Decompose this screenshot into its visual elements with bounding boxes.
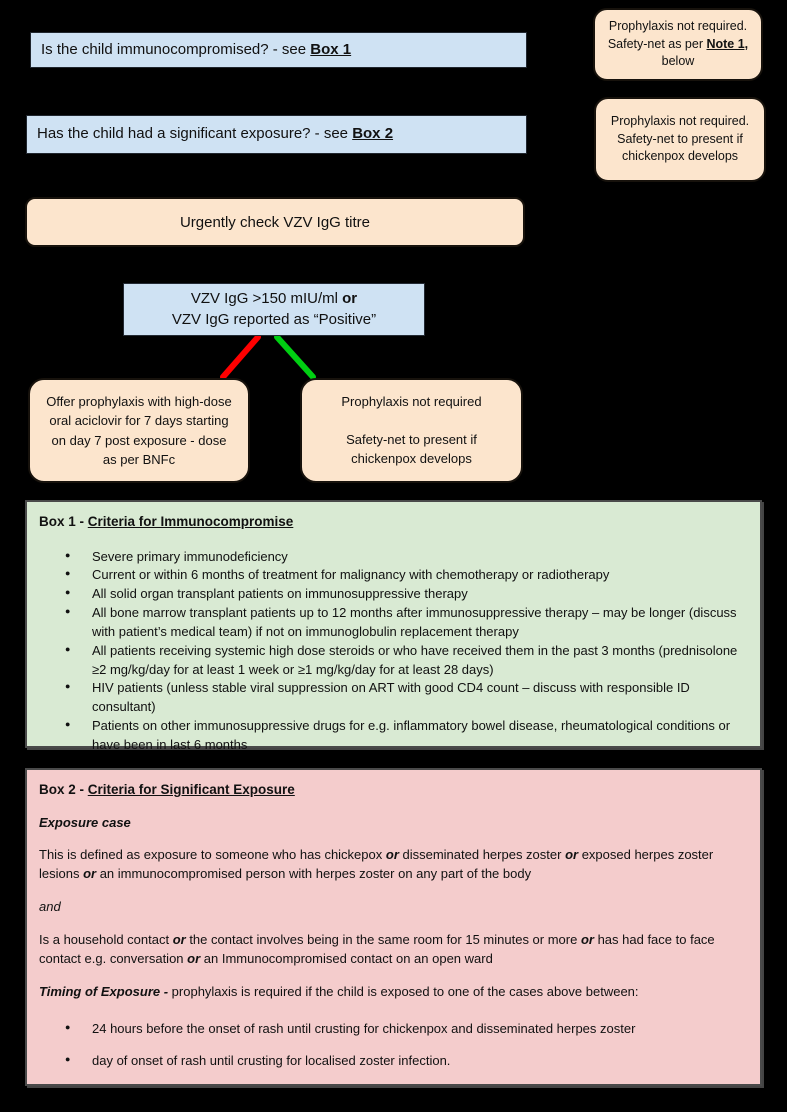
vzv-igg-decision-box xyxy=(123,283,425,336)
text-segment: exposed herpes zoster lesions xyxy=(39,847,714,882)
box2-bullet-text: 24 hours before the onset of rash until crusting for chickenpox and disseminated herpes zoster xyxy=(92,1021,636,1037)
list-item xyxy=(39,1052,748,1071)
or-emphasis: or xyxy=(187,950,201,966)
or-emphasis: or xyxy=(385,847,399,863)
vzv-line1-text: VZV IgG >150 mIU/ml xyxy=(190,290,343,308)
question-immunocompromised-text xyxy=(41,41,351,60)
box2-paragraph-definition xyxy=(39,846,748,884)
note1-reference-link: Note 1, xyxy=(706,36,749,51)
question-immunocompromised-box xyxy=(30,32,527,68)
box1-bullet-text: Current or within 6 months of treatment for malignancy with chemotherapy or radiotherapy xyxy=(92,567,610,583)
text-segment: disseminated herpes zoster xyxy=(398,847,566,863)
box2-title-underlined: Criteria for Significant Exposure xyxy=(87,782,295,797)
question-text: Has the child had a significant exposure? - see xyxy=(37,125,353,143)
box1-title-underlined: Criteria for Immunocompromise xyxy=(87,514,294,529)
result-offer-prophylaxis-box xyxy=(28,378,250,483)
urgent-check-vzv-box xyxy=(25,197,525,247)
box1-title-prefix: Box 1 - xyxy=(39,514,88,529)
box2-title-prefix: Box 2 - xyxy=(39,782,88,797)
note1-prophylaxis-not-required-box xyxy=(593,8,763,81)
box1-bullet-text: HIV patients (unless stable viral suppression on ART with good CD4 count – discuss with responsible ID consultant) xyxy=(92,680,690,715)
note1-post: below xyxy=(661,54,695,69)
list-item xyxy=(39,1020,748,1039)
vzv-line2-text: VZV IgG reported as “Positive” xyxy=(171,310,377,328)
list-item xyxy=(39,717,748,755)
box2-criteria-significant-exposure xyxy=(25,768,762,1086)
box1-bullet-list xyxy=(39,548,748,755)
text-segment: the contact involves being in the same room for 15 minutes or more xyxy=(185,931,581,947)
question-significant-exposure-box xyxy=(26,115,527,154)
list-item xyxy=(39,679,748,717)
box1-reference-link: Box 1 xyxy=(310,40,352,58)
note2-text: Prophylaxis not required. Safety-net to present if chickenpox develops xyxy=(610,113,750,164)
or-emphasis: or xyxy=(580,931,594,947)
result-safety-net-line2: Safety-net to present if chickenpox develops xyxy=(346,431,477,467)
box2-and-conjunction: and xyxy=(39,899,61,915)
text-segment: This is defined as exposure to someone who has chickepox xyxy=(39,847,386,863)
list-item xyxy=(39,604,748,642)
box2-bullet-list xyxy=(39,1020,748,1071)
list-item xyxy=(39,566,748,585)
result-no-prophylaxis-line1: Prophylaxis not required xyxy=(341,394,482,410)
list-item xyxy=(39,642,748,680)
text-segment: has had face to face contact e.g. conversation xyxy=(39,931,715,966)
note1-pre: Prophylaxis not required. Safety-net as per xyxy=(607,18,748,51)
text-segment: Is a household contact xyxy=(39,931,173,947)
result-offer-prophylaxis-text: Offer prophylaxis with high-dose oral aciclovir for 7 days starting on day 7 post exposure - dose as per BNFc xyxy=(46,393,232,467)
timing-text: prophylaxis is required if the child is exposed to one of the cases above between: xyxy=(171,983,639,999)
question-exposure-text xyxy=(37,125,393,144)
note1-text xyxy=(603,18,753,71)
or-emphasis: or xyxy=(172,931,186,947)
box2-reference-link: Box 2 xyxy=(352,125,394,143)
box1-bullet-text: Severe primary immunodeficiency xyxy=(92,548,288,564)
question-text: Is the child immunocompromised? - see xyxy=(41,40,311,58)
box1-bullet-text: All solid organ transplant patients on immunosuppressive therapy xyxy=(92,586,468,602)
text-segment: an Immunocompromised contact on an open ward xyxy=(200,950,493,966)
box2-paragraph-contact xyxy=(39,931,748,969)
list-item xyxy=(39,548,748,567)
box1-bullet-text: All bone marrow transplant patients up to 12 months after immunosuppressive therapy – may be longer (discuss with patient’s medical team) if not on immunoglobulin replacement therapy xyxy=(92,605,737,639)
arrow-vzv-positive xyxy=(277,337,313,377)
box1-criteria-immunocompromise xyxy=(25,500,762,752)
box1-bullet-text: Patients on other immunosuppressive drugs for e.g. inflammatory bowel disease, rheumatological conditions or have been in last 6 months xyxy=(92,718,731,752)
urgent-check-text: Urgently check VZV IgG titre xyxy=(179,213,371,231)
box2-bullet-text: day of onset of rash until crusting for localised zoster infection. xyxy=(92,1053,451,1069)
arrow-vzv-negative xyxy=(223,337,258,377)
or-emphasis: or xyxy=(83,866,97,882)
timing-of-exposure-label: Timing of Exposure - xyxy=(39,983,172,999)
box1-title xyxy=(39,512,748,532)
vzv-line1-or: or xyxy=(342,290,358,308)
box2-timing-paragraph xyxy=(39,983,748,1002)
result-no-prophylaxis-box xyxy=(300,378,523,483)
or-emphasis: or xyxy=(565,847,579,863)
text-segment: an immunocompromised person with herpes zoster on any part of the body xyxy=(96,866,532,882)
box1-bullet-text: All patients receiving systemic high dose steroids or who have received them in the past 3 months (prednisolone ≥2 mg/kg/day for at least 1 week or ≥1 mg/kg/day for at least 28 days) xyxy=(92,642,738,677)
box2-subheading-exposure-case: Exposure case xyxy=(39,814,131,830)
vzv-line1 xyxy=(191,289,357,309)
note2-prophylaxis-not-required-box xyxy=(594,97,766,182)
list-item xyxy=(39,585,748,604)
box2-title xyxy=(39,780,748,800)
